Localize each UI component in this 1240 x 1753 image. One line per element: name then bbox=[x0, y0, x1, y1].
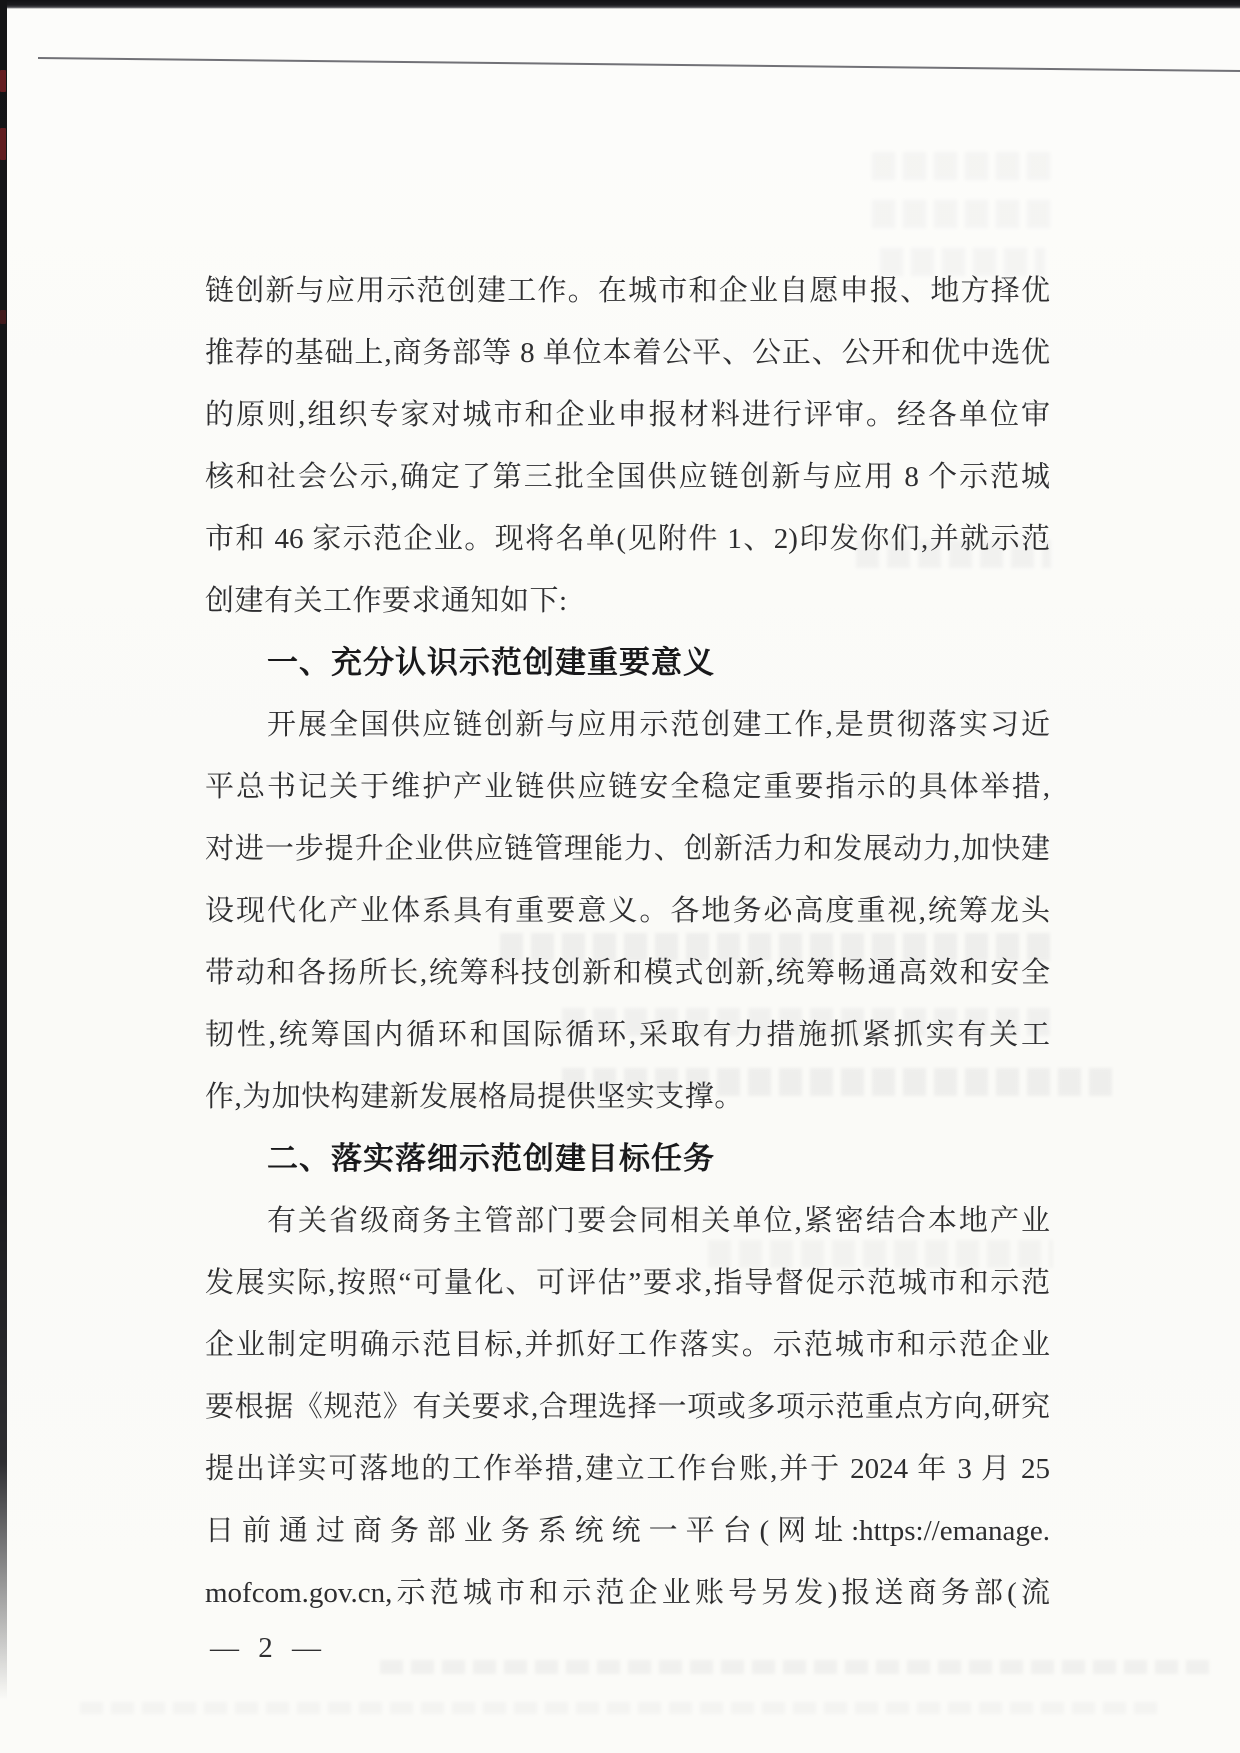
scanner-edge-left-strip bbox=[0, 0, 7, 1700]
text-line: 开展全国供应链创新与应用示范创建工作,是贯彻落实习近 bbox=[267, 709, 1050, 741]
text-line: 创建有关工作要求通知如下: bbox=[205, 585, 568, 617]
text-line: 核和社会公示,确定了第三批全国供应链创新与应用 8 个示范城 bbox=[205, 461, 1050, 493]
text-line: 日前通过商务部业务系统统一平台(网址:https://emanage. bbox=[205, 1515, 1050, 1547]
text-line: 提出详实可落地的工作举措,建立工作台账,并于 2024 年 3 月 25 bbox=[205, 1453, 1050, 1485]
scan-red-speck bbox=[0, 310, 6, 324]
scan-red-speck bbox=[0, 70, 6, 92]
text-line: 推荐的基础上,商务部等 8 单位本着公平、公正、公开和优中选优 bbox=[205, 337, 1050, 369]
text-line: mofcom.gov.cn,示范城市和示范企业账号另发)报送商务部(流 bbox=[205, 1577, 1050, 1609]
text-line: 设现代化产业体系具有重要意义。各地务必高度重视,统筹龙头 bbox=[205, 895, 1050, 927]
text-line: 平总书记关于维护产业链供应链安全稳定重要指示的具体举措, bbox=[205, 771, 1050, 803]
document-body bbox=[205, 260, 1050, 1624]
scan-red-speck bbox=[0, 128, 6, 160]
text-line: 带动和各扬所长,统筹科技创新和模式创新,统筹畅通高效和安全 bbox=[205, 957, 1050, 989]
text-line: 有关省级商务主管部门要会同相关单位,紧密结合本地产业 bbox=[267, 1205, 1050, 1237]
page-number: — 2 — bbox=[210, 1632, 327, 1664]
scanner-edge-top-strip bbox=[0, 0, 1240, 9]
text-line: 要根据《规范》有关要求,合理选择一项或多项示范重点方向,研究 bbox=[205, 1391, 1050, 1423]
text-line: 企业制定明确示范目标,并抓好工作落实。示范城市和示范企业 bbox=[205, 1329, 1050, 1361]
bleedthrough-ghost bbox=[872, 152, 1052, 180]
text-line: 发展实际,按照“可量化、可评估”要求,指导督促示范城市和示范 bbox=[205, 1267, 1050, 1299]
text-line: 市和 46 家示范企业。现将名单(见附件 1、2)印发你们,并就示范 bbox=[205, 523, 1050, 555]
text-line: 对进一步提升企业供应链管理能力、创新活力和发展动力,加快建 bbox=[205, 833, 1050, 865]
bleedthrough-ghost bbox=[80, 1702, 1160, 1714]
page-top-edge-line bbox=[38, 57, 1240, 72]
section-heading: 一、充分认识示范创建重要意义 bbox=[267, 645, 715, 681]
bleedthrough-ghost bbox=[872, 200, 1052, 228]
bleedthrough-ghost bbox=[380, 1660, 1210, 1674]
text-line: 的原则,组织专家对城市和企业申报材料进行评审。经各单位审 bbox=[205, 399, 1050, 431]
text-line: 作,为加快构建新发展格局提供坚实支撑。 bbox=[205, 1081, 744, 1113]
section-heading: 二、落实落细示范创建目标任务 bbox=[267, 1141, 715, 1177]
text-line: 链创新与应用示范创建工作。在城市和企业自愿申报、地方择优 bbox=[205, 275, 1050, 307]
text-line: 韧性,统筹国内循环和国际循环,采取有力措施抓紧抓实有关工 bbox=[205, 1019, 1050, 1051]
